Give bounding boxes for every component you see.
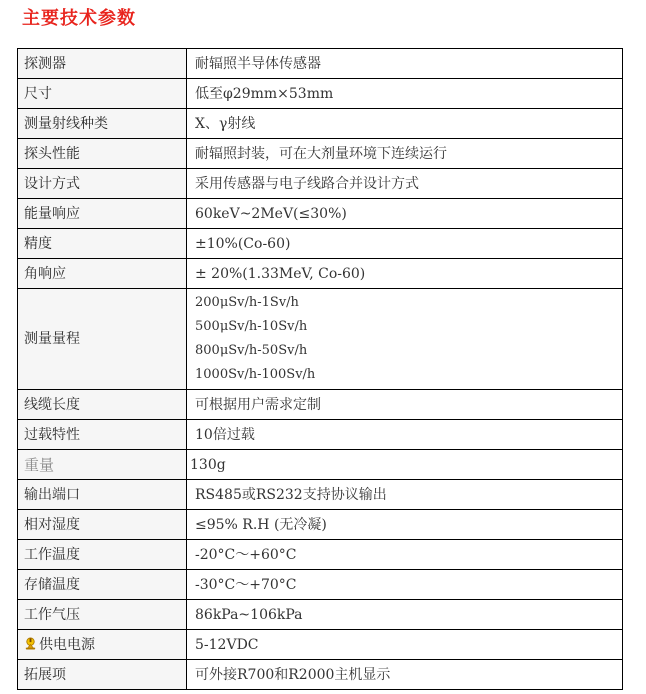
row-value: X、γ射线 [187,109,623,139]
row-label: 尺寸 [18,79,187,109]
table-row [18,570,623,600]
table-row [18,390,623,420]
row-label: 工作温度 [18,540,187,570]
row-value: 采用传感器与电子线路合并设计方式 [187,169,623,199]
row-value: -20°C～+60°C [187,540,623,570]
row-label: 拓展项 [18,660,187,690]
row-value: 耐辐照封装，可在大剂量环境下连续运行 [187,139,623,169]
range-line: 1000Sv/h-100Sv/h [195,367,316,382]
row-label: 相对湿度 [18,510,187,540]
range-line: 800μSv/h-50Sv/h [195,343,308,358]
row-label: 工作气压 [18,600,187,630]
row-value: 130g [187,450,623,480]
table-row [18,169,623,199]
table-row [18,660,623,690]
row-label: 输出端口 [18,480,187,510]
row-label: 线缆长度 [18,390,187,420]
row-label: 能量响应 [18,199,187,229]
range-line: 500μSv/h-10Sv/h [195,319,308,334]
section-heading: 主要技术参数 [22,8,136,29]
row-label-text: 供电电源 [39,636,95,653]
table-row [18,199,623,229]
table-row [18,480,623,510]
row-label: 角响应 [18,259,187,289]
table-row [18,540,623,570]
row-value: 60keV~2MeV(≤30%) [187,199,623,229]
row-value: 低至φ29mm×53mm [187,79,623,109]
row-value: ≤95% R.H (无冷凝) [187,510,623,540]
row-value: 可根据用户需求定制 [187,390,623,420]
row-label: 测量射线种类 [18,109,187,139]
table-row [18,450,623,480]
table-row [18,139,623,169]
row-value: 86kPa~106kPa [187,600,623,630]
row-label: 过载特性 [18,420,187,450]
table-row [18,259,623,289]
row-value: 5-12VDC [187,630,623,660]
row-value: RS485或RS232支持协议输出 [187,480,623,510]
row-label: 探测器 [18,49,187,79]
row-value: ±10%(Co-60) [187,229,623,259]
table-row [18,420,623,450]
spec-table [17,48,623,690]
row-value: 耐辐照半导体传感器 [187,49,623,79]
table-row [18,109,623,139]
row-label-with-icon [18,630,187,660]
range-line: 200μSv/h-1Sv/h [195,295,299,310]
row-label: 设计方式 [18,169,187,199]
row-value: -30°C～+70°C [187,570,623,600]
row-value: 可外接R700和R2000主机显示 [187,660,623,690]
row-value: 10倍过载 [187,420,623,450]
table-row [18,600,623,630]
table-row [18,510,623,540]
row-label: 重量 [18,450,187,480]
power-supply-icon [24,637,37,650]
row-value-list [187,289,623,390]
row-label: 存储温度 [18,570,187,600]
table-row [18,49,623,79]
table-row [18,79,623,109]
table-row [18,229,623,259]
table-row [18,289,623,390]
row-label: 精度 [18,229,187,259]
row-value: ± 20%(1.33MeV, Co-60) [187,259,623,289]
table-row [18,630,623,660]
row-label: 测量量程 [18,289,187,390]
row-label: 探头性能 [18,139,187,169]
